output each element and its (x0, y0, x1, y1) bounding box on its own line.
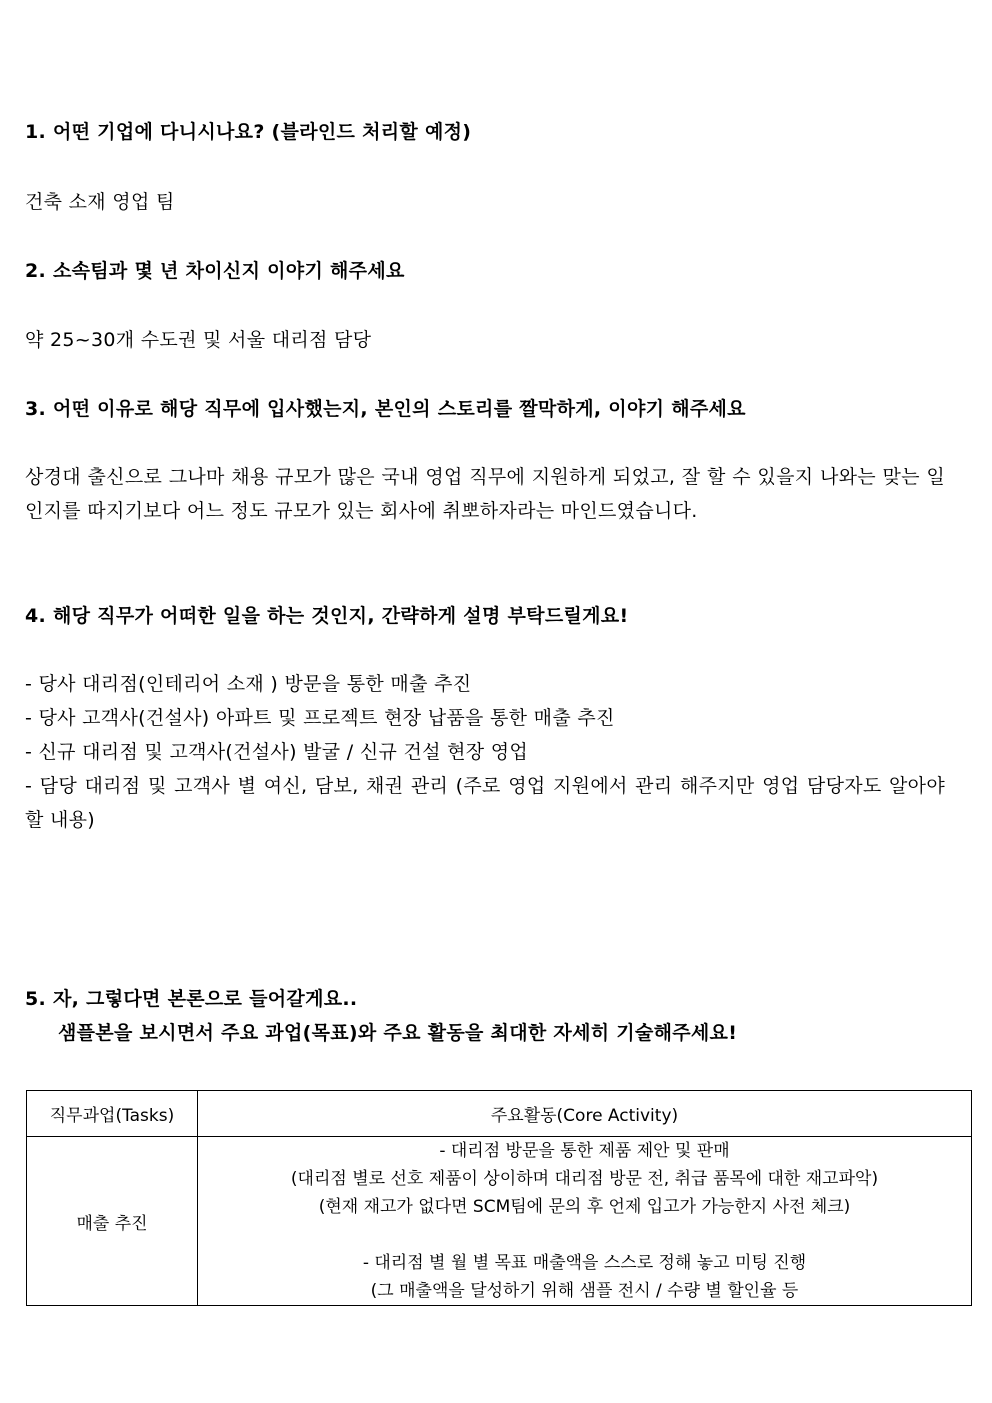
question-5-subline: 샘플본을 보시면서 주요 과업(목표)와 주요 활동을 최대한 자세히 기술해주세요! (58, 1022, 738, 1044)
list-item: - 담당 대리점 및 고객사 별 여신, 담보, 채권 관리 (주로 영업 지원에서 관리 해주지만 영업 담당자도 알아야 할 내용) (25, 775, 945, 831)
activity-line: - 대리점 방문을 통한 제품 제안 및 판매 (439, 1141, 730, 1161)
activity-line: (그 매출액을 달성하기 위해 샘플 전시 / 수량 별 할인율 등 (370, 1281, 799, 1301)
list-item: - 신규 대리점 및 고객사(건설사) 발굴 / 신규 건설 현장 영업 (25, 741, 529, 763)
table-row (27, 1137, 972, 1306)
answer-4-list (25, 667, 945, 837)
question-2: 2. 소속팀과 몇 년 차이신지 이야기 해주세요 (25, 260, 405, 282)
answer-2: 약 25~30개 수도권 및 서울 대리점 담당 (25, 329, 372, 351)
activity-cell (198, 1137, 972, 1306)
question-5: 5. 자, 그렇다면 본론으로 들어갈게요.. (25, 988, 358, 1010)
answer-1: 건축 소재 영업 팀 (25, 191, 175, 213)
answer-3: 상경대 출신으로 그나마 채용 규모가 많은 국내 영업 직무에 지원하게 되었고, 잘 할 수 있을지 나와는 맞는 일인지를 따지기보다 어느 정도 규모가 있는 회사에 취뽀하자라는 마인드였습니다. (25, 466, 945, 522)
tasks-table (26, 1090, 972, 1306)
question-1: 1. 어떤 기업에 다니시나요? (블라인드 처리할 예정) (25, 121, 472, 143)
list-item: - 당사 대리점(인테리어 소재 ) 방문을 통한 매출 추진 (25, 673, 472, 695)
table-header-row (27, 1091, 972, 1137)
task-cell: 매출 추진 (27, 1137, 198, 1306)
activity-spacer (198, 1221, 971, 1249)
activity-line: - 대리점 별 월 별 목표 매출액을 스스로 정해 놓고 미팅 진행 (362, 1253, 807, 1273)
list-item: - 당사 고객사(건설사) 아파트 및 프로젝트 현장 납품을 통한 매출 추진 (25, 707, 615, 729)
header-tasks: 직무과업(Tasks) (27, 1091, 198, 1137)
activity-line: (대리점 별로 선호 제품이 상이하며 대리점 방문 전, 취급 품목에 대한 재고파악) (290, 1169, 879, 1189)
header-core-activity: 주요활동(Core Activity) (198, 1091, 972, 1137)
question-3: 3. 어떤 이유로 해당 직무에 입사했는지, 본인의 스토리를 짤막하게, 이야기 해주세요 (25, 398, 746, 420)
activity-line: (현재 재고가 없다면 SCM팀에 문의 후 언제 입고가 가능한지 사전 체크) (318, 1197, 851, 1217)
question-4: 4. 해당 직무가 어떠한 일을 하는 것인지, 간략하게 설명 부탁드릴게요! (25, 605, 629, 627)
